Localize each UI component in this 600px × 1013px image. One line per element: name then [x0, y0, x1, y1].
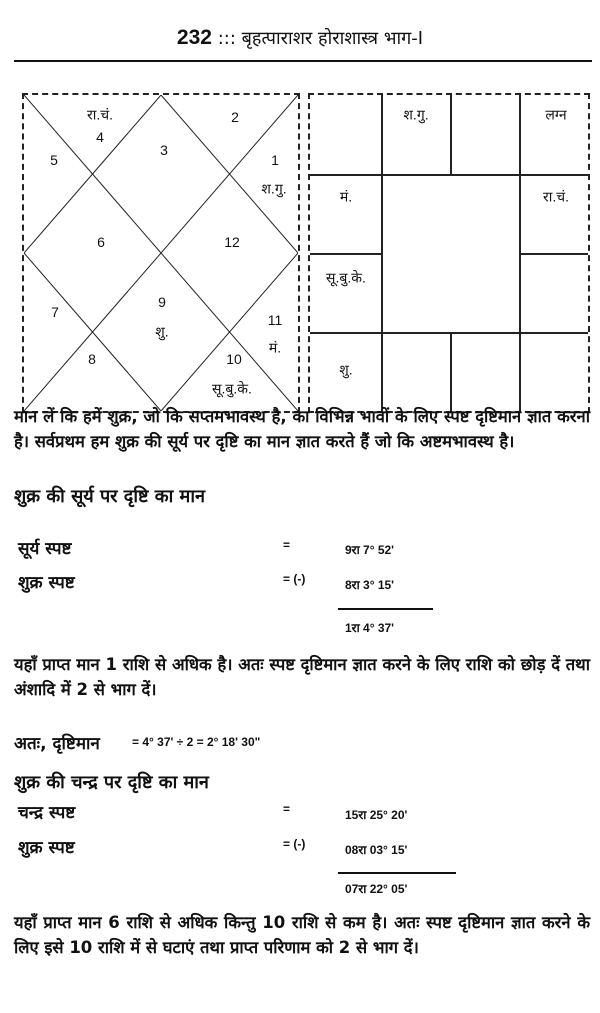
calc2-result: 07रा 22° 05' — [345, 882, 408, 896]
calc2-row2-label: शुक्र स्पष्ट — [18, 838, 75, 858]
heading-venus-moon: शुक्र की चन्द्र पर दृष्टि का मान — [14, 772, 209, 793]
calc2-row1-op: = — [283, 802, 291, 816]
house-number-7: 7 — [51, 304, 59, 320]
formula-value: = 4° 37' ÷ 2 = 2° 18' 30" — [132, 735, 261, 749]
calc2-row2-value: 08रा 03° 15' — [345, 843, 408, 857]
page-header — [0, 26, 600, 50]
calc2-sum-line — [338, 872, 456, 874]
book-title: बृहत्पाराशर होराशास्त्र भाग-I — [241, 28, 424, 49]
paragraph-intro: मान लें कि हमें शुक्र, जो कि सप्तमभावस्थ है, का विभिन्न भावों के लिए स्पष्ट दृष्टिमान ज्ञात करना है। सर्वप्रथम हम शुक्र की सूर्य पर दृष्टि का मान ज्ञात करते हैं जो कि अष्टमभावस्थ है। — [14, 407, 590, 451]
cell-right-2: रा.चं. — [542, 188, 570, 205]
planets-house-11: मं. — [268, 339, 282, 356]
planets-house-4: रा.चं. — [86, 106, 114, 123]
south-indian-chart — [308, 93, 590, 413]
calc1-row2-label: शुक्र स्पष्ट — [18, 573, 75, 593]
north-indian-chart — [22, 93, 300, 413]
house-number-3: 3 — [160, 142, 168, 158]
calc1-result: 1रा 4° 37' — [345, 621, 395, 635]
header-separator: ::: — [217, 28, 236, 49]
planets-house-10: सू.बु.के. — [212, 380, 252, 397]
calc1-row1-value: 9रा 7° 52' — [345, 543, 395, 557]
header-rule — [14, 60, 592, 62]
calc1-sum-line — [338, 608, 433, 610]
cell-top-4: लग्न — [545, 106, 567, 123]
formula-label: अतः, दृष्टिमान — [14, 734, 100, 754]
house-number-8: 8 — [88, 351, 96, 367]
paragraph-rule-2: यहाँ प्राप्त मान 6 राशि से अधिक किन्तु 10 राशि से कम है। अतः स्पष्ट दृष्टिमान ज्ञात करने के लिए इसे 10 राशि में से घटाएं तथा प्राप्त परिणाम को 2 से भाग दें। — [14, 913, 590, 957]
calc2-row1-value: 15रा 25° 20' — [345, 808, 408, 822]
calc1-row2-value: 8रा 3° 15' — [345, 578, 395, 592]
calc1-row2-op: = (-) — [283, 572, 306, 586]
calc1-row1-op: = — [283, 538, 291, 552]
heading-venus-sun: शुक्र की सूर्य पर दृष्टि का मान — [14, 486, 205, 507]
house-number-1: 1 — [271, 152, 279, 168]
planets-house-1: श.गु. — [261, 180, 287, 197]
house-number-5: 5 — [50, 152, 58, 168]
calc1-row1-label: सूर्य स्पष्ट — [18, 539, 72, 559]
house-number-10: 10 — [226, 351, 242, 367]
house-number-6: 6 — [97, 234, 105, 250]
page-number: 232 — [176, 26, 212, 49]
cell-top-2: श.गु. — [403, 106, 429, 123]
house-number-9: 9 — [158, 294, 166, 310]
paragraph-rule-1: यहाँ प्राप्त मान 1 राशि से अधिक है। अतः स्पष्ट दृष्टिमान ज्ञात करने के लिए राशि को छोड़ दें तथा अंशादि में 2 से भाग दें। — [14, 655, 590, 699]
house-number-2: 2 — [231, 109, 239, 125]
cell-bottom-1: शु. — [339, 361, 353, 378]
house-number-11: 11 — [267, 312, 283, 328]
planets-house-9: शु. — [155, 323, 169, 340]
house-number-12: 12 — [224, 234, 240, 250]
calc2-row1-label: चन्द्र स्पष्ट — [18, 803, 76, 823]
cell-left-3: सू.बु.के. — [326, 269, 366, 286]
calc2-row2-op: = (-) — [283, 837, 306, 851]
house-number-4: 4 — [96, 129, 104, 145]
cell-left-2: मं. — [339, 188, 353, 205]
